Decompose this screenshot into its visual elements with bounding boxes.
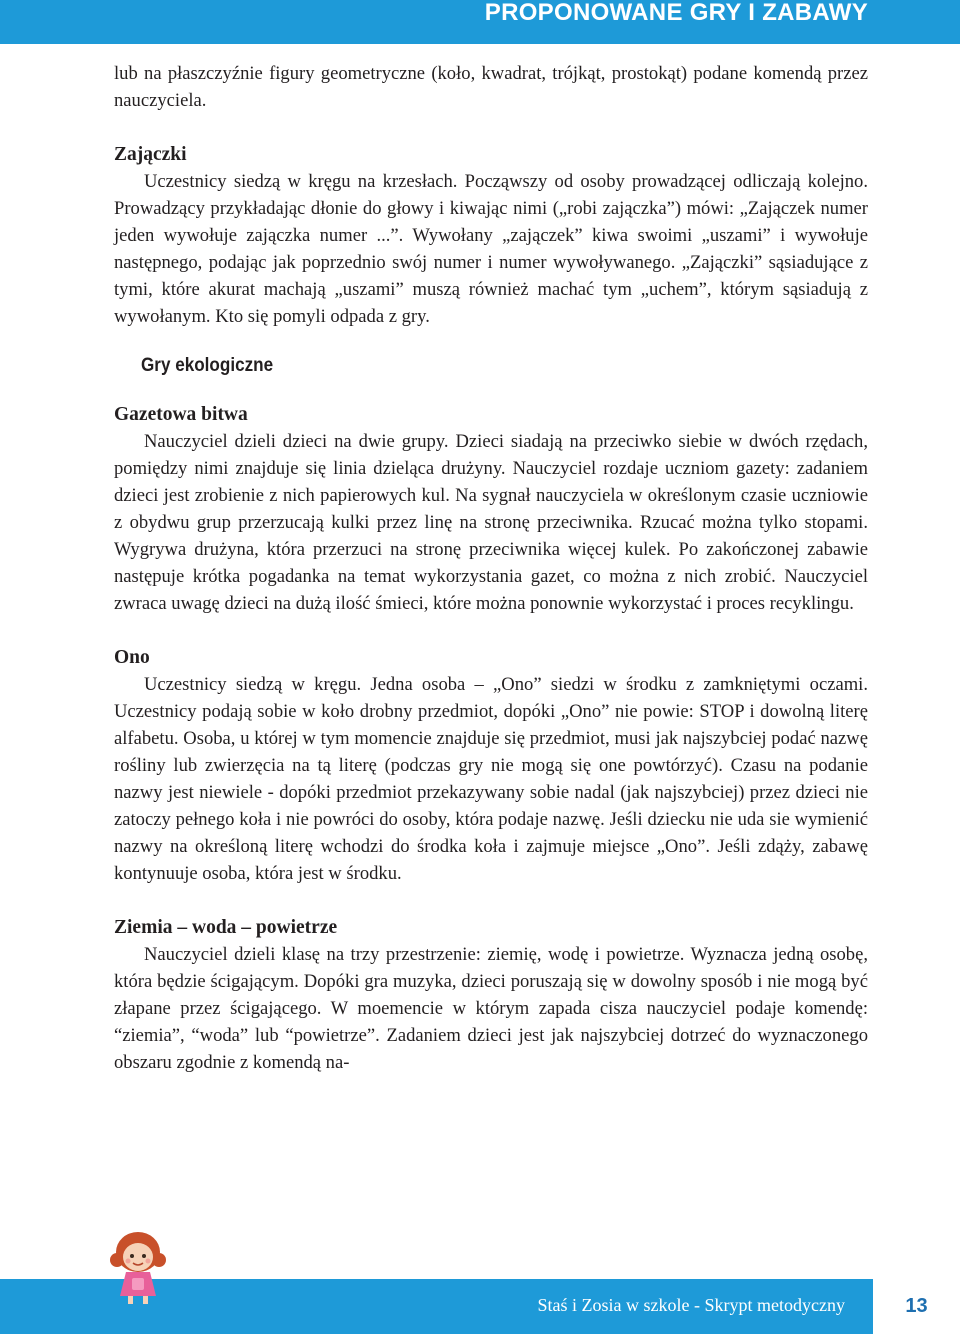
header-bar xyxy=(0,0,960,44)
intro-paragraph: lub na płaszczyźnie figury geometryczne (koło, kwadrat, trójkąt, prostokąt) podane komendą przez nauczyciela. xyxy=(114,63,868,111)
page-number: 13 xyxy=(905,1295,928,1317)
game-text-gazetowa-bitwa: Nauczyciel dzieli dzieci na dwie grupy. Dzieci siadają na przeciwko siebie w dwóch rzędach, pomiędzy nimi znajduje się linia dzieląca drużyny. Nauczyciel rozdaje uczniom gazety: zadaniem dzieci jest zrobienie z nich papierowych kul. Na sygnał nauczyciela w określonym czasie uczniowie z obydwu grup przerzucają kulki przez linę na stronę przeciwnika. Rzucać można tylko stopami. Wygrywa drużyna, która przerzuci na stronę przeciwnika więcej kulek. Po zakończonej zabawie następuje krótka pogadanka na temat wykorzystania gazet, co można z nich zrobić. Nauczyciel zwraca uwagę dzieci na dużą ilość śmieci, które można ponownie wykorzystać i proces recyklingu. xyxy=(114,431,868,614)
header-title: PROPONOWANE GRY I ZABAWY xyxy=(484,0,868,26)
page-content xyxy=(114,60,868,1076)
game-text-ziemia-woda-powietrze: Nauczyciel dzieli klasę na trzy przestrzenie: ziemię, wodę i powietrze. Wyznacza jedną osobę, która będzie ścigającym. Dopóki gra muzyka, dzieci poruszają się w dowolny sposób i nie mogą być złapane przez ścigającego. W moemencie w którym zapada cisza nauczyciel podaje komendę: “ziemia”, “woda” lub “powietrze”. Zadaniem dzieci jest jak najszybciej dotrzeć do wyznaczonego obszaru zgodnie z komendą na- xyxy=(114,944,868,1073)
game-title-zajaczki: Zajączki xyxy=(114,144,187,165)
game-text-ono: Uczestnicy siedzą w kręgu. Jedna osoba – „Ono” siedzi w środku z zamkniętymi oczami. Uczestnicy podają sobie w koło drobny przedmiot, dopóki „Ono” nie powie: STOP i dowolną literę alfabetu. Osoba, u której w tym momencie znajduje się przedmiot, musi jak najszybciej podać nazwę rośliny lub zwierzęcia na tą literę (podczas gry nie mogą się one powtórzyć). Czasu na podanie nazwy jest niewiele - dopóki przedmiot przekazywany sobie nadal (jak najszybciej) przez dzieci nie zatoczy pełnego koła i nie powróci do osoby, która podaje nazwę. Jeśli dziecku nie uda sie wymienić nazwy na określoną literę wchodzi do środka koła i zajmuje miejsce „Ono”. Jeśli zdąży, zabawę kontynuuje osoba, która jest w środku. xyxy=(114,674,868,884)
game-text-zajaczki: Uczestnicy siedzą w kręgu na krzesłach. Począwszy od osoby prowadzącej odliczają kolejno. Prowadzący przykładając dłonie do głowy i kiwając nimi („robi zajączka”) mówi: „Zajączek numer jeden wywołuje zajączka numer ...”. Wywołany „zajączek” kiwa swoimi „uszami” i wywołuje następnego, podając jak poprzednio swój numer i numer wywoływanego. „Zajączki” sąsiadujące z tymi, które akurat machają „uszami” muszą również machać tym „uchem”, którym sąsiadują z wywołanym. Kto się pomyli odpada z gry. xyxy=(114,171,868,327)
game-title-ono: Ono xyxy=(114,647,150,668)
game-title-gazetowa-bitwa: Gazetowa bitwa xyxy=(114,404,248,425)
girl-mascot-icon xyxy=(108,1230,168,1306)
footer-title: Staś i Zosia w szkole - Skrypt metodyczny xyxy=(537,1295,845,1315)
section-heading-ecological: Gry ekologiczne xyxy=(141,355,274,376)
game-title-ziemia-woda-powietrze: Ziemia – woda – powietrze xyxy=(114,917,338,938)
page-number-box xyxy=(870,1279,960,1334)
